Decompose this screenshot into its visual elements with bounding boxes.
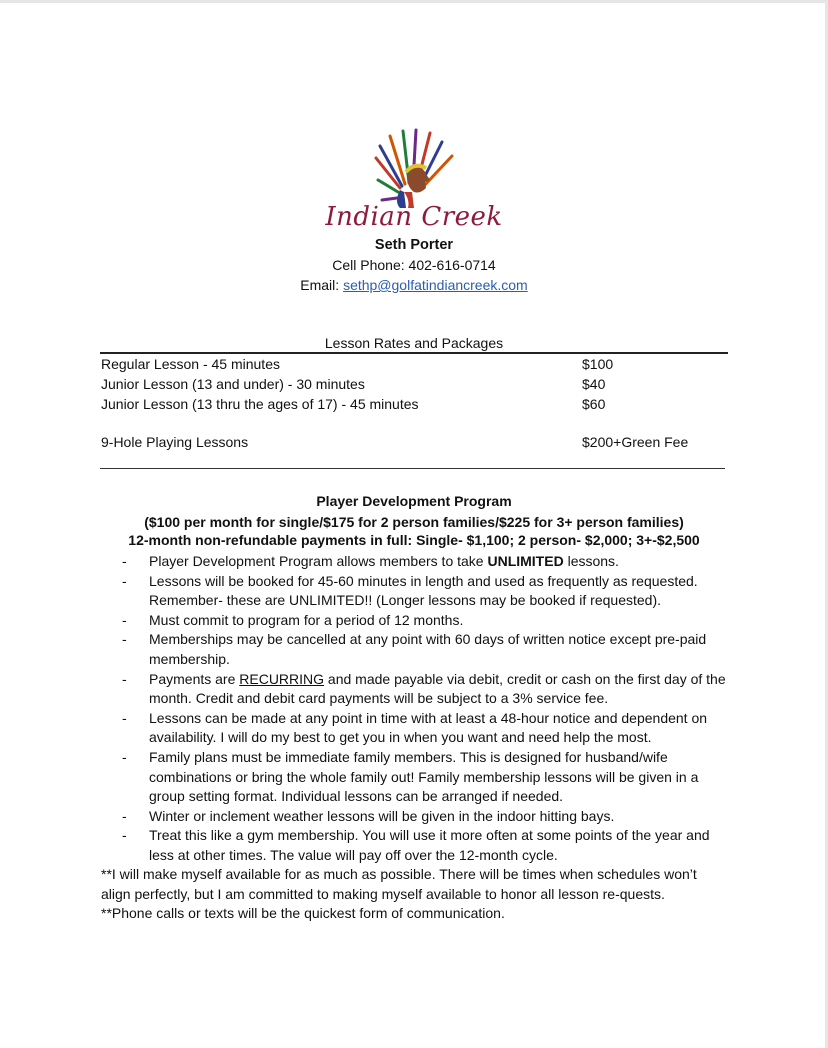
bullet-dash: - [122, 553, 127, 569]
rate-price: $100 [582, 356, 614, 372]
list-item: - Treat this like a gym membership. You will use it more often at some points of the year and less at other times. The value will pay off over the 12-month cycle. [122, 827, 710, 863]
bullet-dash: - [122, 827, 127, 844]
contact-name: Seth Porter [374, 237, 454, 253]
list-item: - Memberships may be cancelled at any point with 60 days of written notice except pre-paid membership. [122, 631, 707, 667]
rate-price: $40 [582, 376, 606, 392]
list-item: - Player Development Program allows members to take UNLIMITED lessons. [122, 552, 732, 572]
rates-title: Lesson Rates and Packages [324, 335, 504, 351]
program-title: Player Development Program [316, 493, 512, 509]
bullet-dash: - [122, 709, 127, 726]
bullet-dash: - [122, 631, 127, 648]
bullet-dash: - [122, 611, 127, 628]
list-item: - Winter or inclement weather lessons will be given in the indoor hitting bays. [122, 807, 732, 827]
rate-price: $60 [582, 396, 606, 412]
rate-label: Junior Lesson (13 and under) - 30 minutes [101, 376, 365, 392]
list-item: - Family plans must be immediate family members. This is designed for husband/wife combinations or bring the whole family out! Family membership lessons will be given in a group setting format. Individual lessons can be arranged if needed. [122, 748, 699, 805]
list-item: - Lessons can be made at any point in time with at least a 48-hour notice and dependent on availability. I will do my best to get you in when you want and need help the most. [122, 709, 708, 746]
bullet-dash: - [122, 670, 127, 687]
notes [101, 865, 721, 924]
note: **Phone calls or texts will be the quickest form of communication. [101, 905, 505, 922]
list-item: - Must commit to program for a period of 12 months. [122, 611, 732, 631]
list-item: - Lessons will be booked for 45-60 minutes in length and used as frequently as requested. Remember- these are UNLIMITED!! (Longer lessons may be booked if requested). [122, 572, 698, 609]
contact-phone: Cell Phone: 402-616-0714 [332, 257, 496, 273]
bullet-dash: - [122, 748, 127, 765]
program-bullet-list [122, 552, 732, 866]
note: **I will make myself available for as much as possible. There will be times when schedules won’t align perfectly, but I am committed to making myself available to honor all lesson re-quests. [101, 866, 697, 902]
rate-label: Junior Lesson (13 thru the ages of 17) - 45 minutes [101, 396, 419, 412]
email-link[interactable]: sethp@golfatindiancreek.com [343, 277, 528, 293]
bullet-dash: - [122, 572, 127, 589]
divider [100, 352, 728, 354]
email-label: Email: [300, 277, 344, 293]
contact-email-line [0, 277, 828, 293]
page-edge [0, 0, 828, 3]
rate-price: $200+Green Fee [582, 434, 689, 450]
emphasis: RECURRING [239, 670, 325, 687]
list-item: - Payments are RECURRING and made payable via debit, credit or cash on the first day of the month. Credit and debit card payments will be subject to a 3% service fee. [122, 670, 726, 707]
emphasis: UNLIMITED [487, 553, 564, 569]
rate-label: 9-Hole Playing Lessons [101, 434, 249, 450]
rate-label: Regular Lesson - 45 minutes [101, 356, 280, 372]
divider [100, 468, 725, 469]
bullet-dash: - [122, 807, 127, 824]
program-full-payment: 12-month non-refundable payments in full: Single- $1,100; 2 person- $2,000; 3+-$2,500 [128, 532, 700, 548]
program-pricing: ($100 per month for single/$175 for 2 person families/$225 for 3+ person families) [144, 514, 684, 530]
brand-logo-text: Indian Creek [325, 202, 503, 232]
headdress-logo-icon [370, 128, 462, 210]
